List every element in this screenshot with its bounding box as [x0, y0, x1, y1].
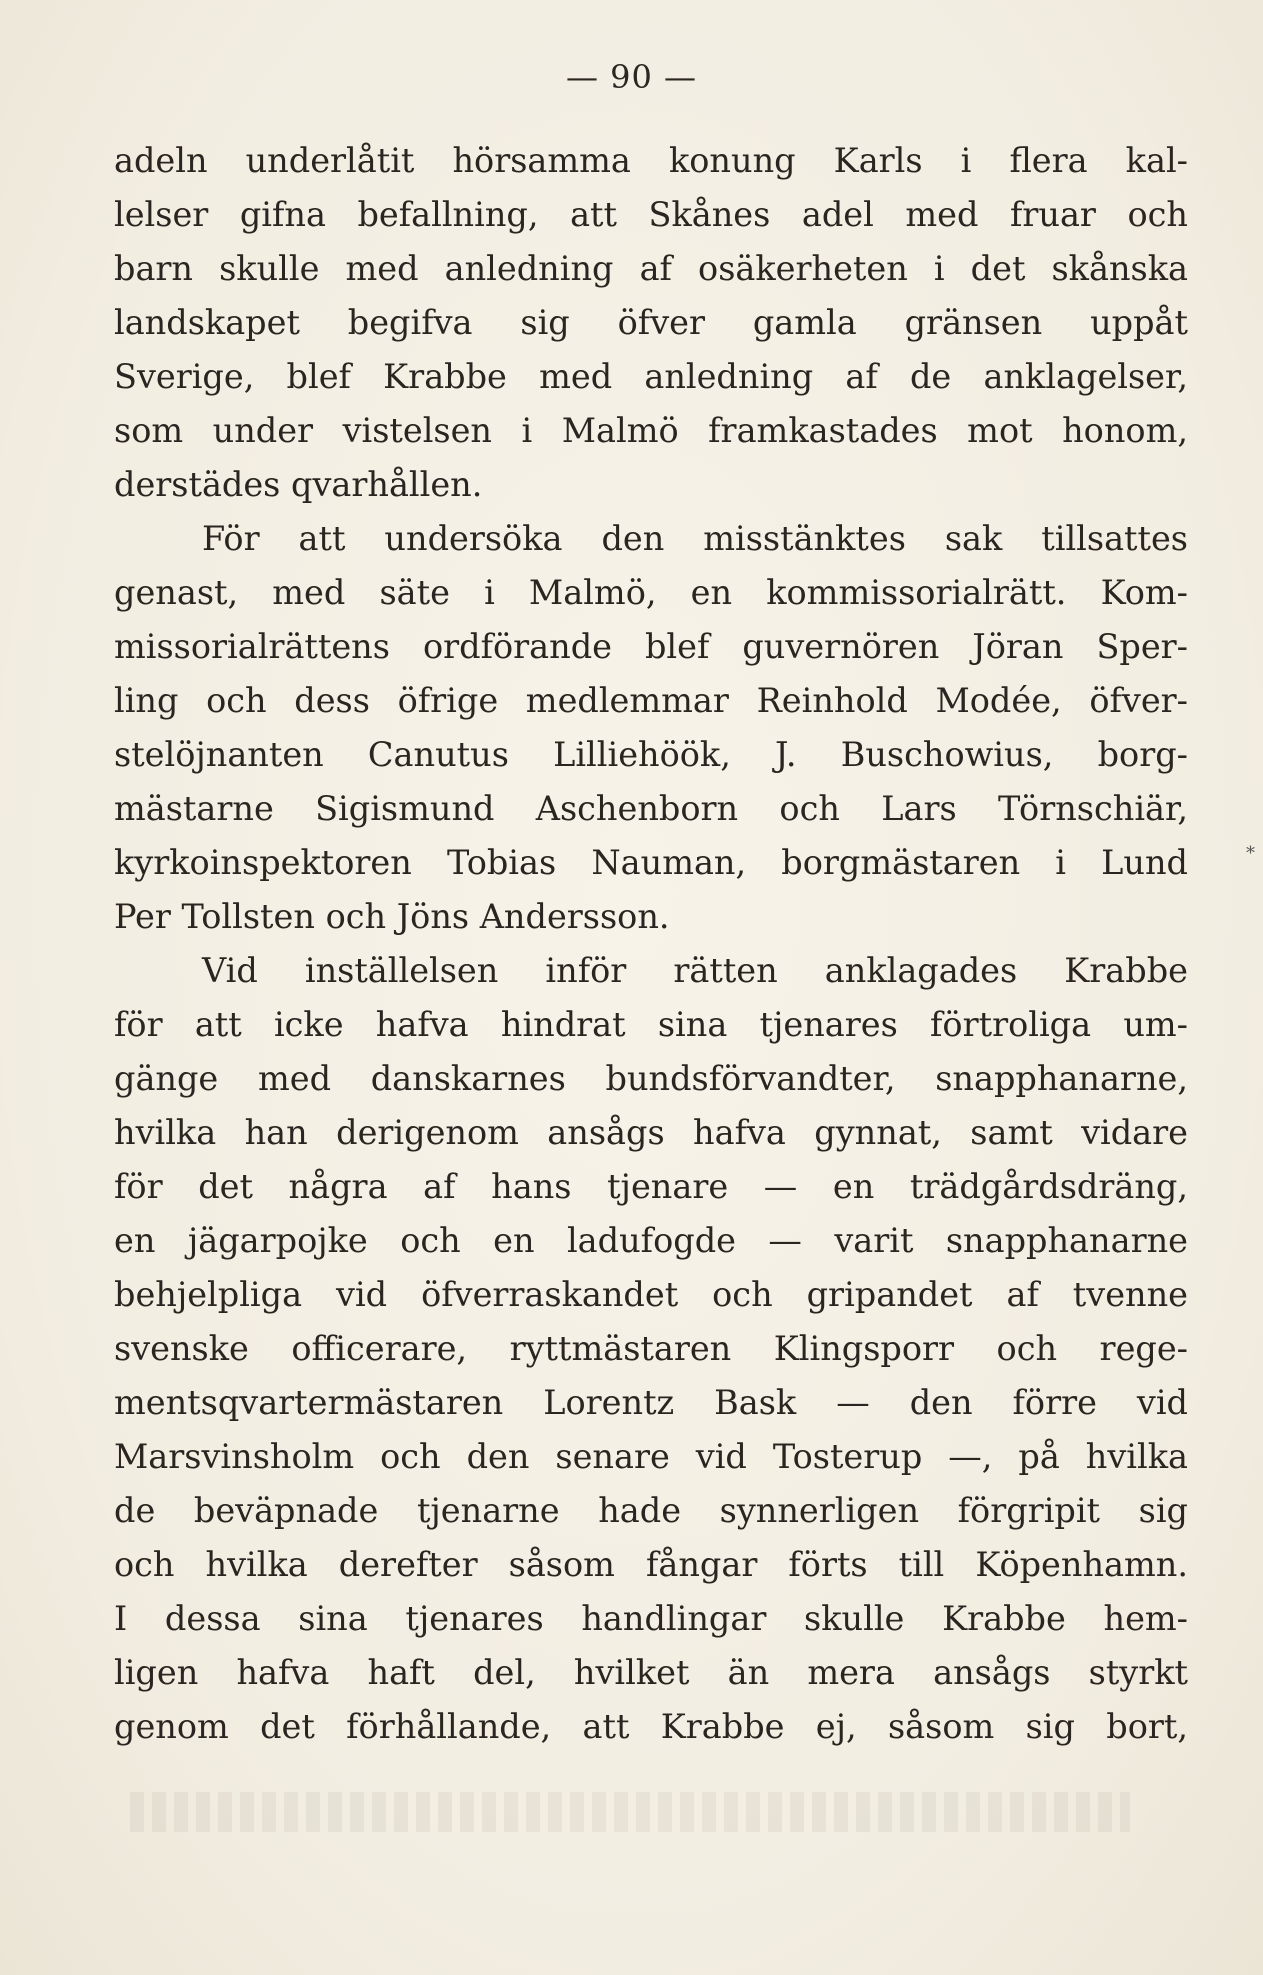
- text-line: en jägarpojke och en ladufogde — varit snapphanarne: [114, 1221, 1188, 1260]
- text-line: de beväpnade tjenarne hade synnerligen förgripit sig: [114, 1491, 1188, 1530]
- text-line: gänge med danskarnes bundsförvandter, snapphanarne,: [114, 1059, 1188, 1098]
- text-line: genom det förhållande, att Krabbe ej, såsom sig bort,: [114, 1707, 1188, 1746]
- bleed-through-texture: [130, 1792, 1130, 1832]
- text-line: för det några af hans tjenare — en trädgårdsdräng,: [114, 1167, 1188, 1206]
- text-line: För att undersöka den misstänktes sak tillsattes: [202, 519, 1188, 558]
- text-line: stelöjnanten Canutus Lilliehöök, J. Buschowius, borg-: [114, 735, 1188, 774]
- page-number: — 90 —: [565, 58, 698, 96]
- text-line: Sverige, blef Krabbe med anledning af de anklagelser,: [114, 357, 1188, 396]
- text-line: missorialrättens ordförande blef guvernören Jöran Sper-: [114, 627, 1188, 666]
- text-line: som under vistelsen i Malmö framkastades mot honom,: [114, 411, 1188, 450]
- text-line: I dessa sina tjenares handlingar skulle Krabbe hem-: [114, 1599, 1188, 1638]
- text-line: mentsqvartermästaren Lorentz Bask — den förre vid: [114, 1383, 1188, 1422]
- text-line: derstädes qvarhållen.: [114, 465, 483, 504]
- text-line: behjelpliga vid öfverraskandet och gripandet af tvenne: [114, 1275, 1188, 1314]
- text-line: barn skulle med anledning af osäkerheten i det skånska: [114, 249, 1188, 288]
- text-line: mästarne Sigismund Aschenborn och Lars Törnschiär,: [114, 789, 1188, 828]
- text-line: Marsvinsholm och den senare vid Tosterup —, på hvilka: [114, 1437, 1188, 1476]
- text-line: för att icke hafva hindrat sina tjenares förtroliga um-: [114, 1005, 1188, 1044]
- text-line: och hvilka derefter såsom fångar förts till Köpenhamn.: [114, 1545, 1188, 1584]
- text-line: Vid inställelsen inför rätten anklagades Krabbe: [202, 951, 1188, 990]
- text-line: landskapet begifva sig öfver gamla gränsen uppåt: [114, 303, 1188, 342]
- text-line: hvilka han derigenom ansågs hafva gynnat, samt vidare: [114, 1113, 1188, 1152]
- text-line: svenske officerare, ryttmästaren Klingsporr och rege-: [114, 1329, 1188, 1368]
- text-line: lelser gifna befallning, att Skånes adel med fruar och: [114, 195, 1188, 234]
- margin-mark: *: [1246, 843, 1255, 864]
- text-line: ligen hafva haft del, hvilket än mera ansågs styrkt: [114, 1653, 1188, 1692]
- text-line: Per Tollsten och Jöns Andersson.: [114, 897, 670, 936]
- text-line: kyrkoinspektoren Tobias Nauman, borgmästaren i Lund: [114, 843, 1188, 882]
- text-line: genast, med säte i Malmö, en kommissorialrätt. Kom-: [114, 573, 1188, 612]
- text-line: ling och dess öfrige medlemmar Reinhold Modée, öfver-: [114, 681, 1188, 720]
- text-line: adeln underlåtit hörsamma konung Karls i flera kal-: [114, 141, 1188, 180]
- body-text: [114, 134, 1188, 1754]
